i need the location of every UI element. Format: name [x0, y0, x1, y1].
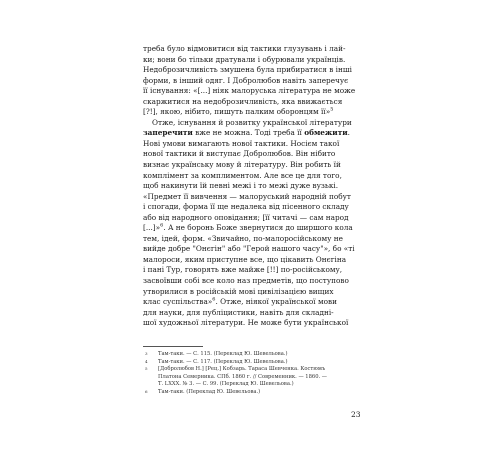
- text-line-content: нової тактики й виступає Добролюбов. Він нібито: [143, 149, 336, 159]
- footnote-number: 5: [145, 366, 148, 372]
- text-line-content: заперечити вже не можна. Тоді треба її обмежити.: [143, 128, 350, 138]
- text-line-content: треба було відмовитися від тактики глузувань і лай-: [143, 44, 346, 53]
- text-line-content: «Предмет її вивчення — малоруський народній побут: [143, 191, 351, 201]
- text-line-content: форми, в інший одяг. І Добролюбов навіть заперечує: [143, 75, 349, 85]
- text-line-content: засвоївши собі все коло наз предметів, що поступово: [143, 276, 349, 286]
- text-line: [143, 297, 369, 308]
- text-line: [143, 86, 369, 97]
- footnote-text: Там-таки. (Переклад Ю. Шевельова.): [158, 388, 261, 395]
- text-line-content: вийде добре "Онєгін" або "Герой нашого часу"», бо «ті: [143, 244, 355, 254]
- text-line-tail: . А не боронь Боже звернутися до ширшого кола: [163, 223, 353, 233]
- text-line: [143, 149, 369, 160]
- text-line-content: її існування: «[...] ніяк малоруська література не може: [143, 86, 356, 96]
- text-line-content: шої художньої літератури. Не може бути української: [143, 318, 349, 328]
- footnote-rule: [143, 346, 203, 347]
- text-line: [143, 181, 369, 192]
- footnote-item: [143, 366, 369, 389]
- text-line: [143, 160, 369, 171]
- emphasis: обмежити: [304, 128, 348, 138]
- footnotes: [143, 351, 369, 397]
- text-line-content: утворилися в російській мові цивілізацією вищих: [143, 286, 334, 296]
- text-line: [143, 255, 369, 266]
- footnote-item: [143, 351, 369, 359]
- text-line: [143, 202, 369, 213]
- text-line: [143, 44, 369, 55]
- text-line: [143, 213, 369, 224]
- text-line: [143, 65, 369, 76]
- text-line-content: або від народного оповідання; [її читачі — сам народ: [143, 212, 349, 222]
- footnote-ref[interactable]: 5: [330, 107, 334, 113]
- footnote-text: [Добролюбов Н.] [Рец.] Кобзарь. Тараса Шевченка. Костюмъ: [158, 366, 326, 373]
- text-line-content: визнає українську мову й літературу. Він робить їй: [143, 160, 341, 170]
- text-line: [143, 276, 369, 287]
- text-line: [143, 287, 369, 298]
- text-line-content: [...]»: [143, 223, 161, 233]
- footnote-number: 3: [145, 351, 148, 356]
- text-line: [143, 171, 369, 182]
- text-line-content: щоб накинути їй певні межі і то межі дуже вузькі.: [143, 181, 339, 191]
- text-line: [143, 107, 369, 118]
- footnote-number: 6: [145, 388, 148, 394]
- footnote-text: Там-таки. — С. 117. (Переклад Ю. Шевельова.): [158, 358, 288, 365]
- text-line: [143, 265, 369, 276]
- footnote-text: Т. LXXX. № 3. — С. 99. (Переклад Ю. Шевельова.): [158, 381, 294, 388]
- text-line-content: малороси, яким приступне все, що цікавить Онєгіна: [143, 254, 347, 264]
- text-line-content: і спогади, форма її ще недалека від пісенного складу: [143, 202, 349, 212]
- text-line-content: Отже, існування й розвитку української літератури: [152, 117, 352, 127]
- text-line-content: комплімент за комплиментом. Але все це для того,: [143, 170, 342, 180]
- emphasis: заперечити: [143, 128, 193, 138]
- footnote-number: 4: [145, 358, 148, 364]
- text-line-content: ки; вони бо тільки дратували і обурювали українців.: [143, 54, 346, 64]
- text-line: [143, 318, 369, 329]
- text-line: [143, 128, 369, 139]
- text-line-content: Недоброзичливість змушена була прибиратися в інші: [143, 65, 352, 75]
- text-line: [143, 118, 369, 129]
- text-line-content: тем, ідей, форм. «Звичайно, по-малоросійському не: [143, 233, 343, 243]
- text-line: [143, 244, 369, 255]
- page-number: 23: [351, 410, 361, 419]
- footnote-ref[interactable]: 6: [212, 297, 216, 303]
- text-line-content: скаржитися на недоброзичливість, яка ввижається: [143, 96, 343, 106]
- text-line-tail: . Отже, ніякої української мови: [215, 297, 337, 307]
- text-line-content: для науки, для публіцистики, навіть для складні-: [143, 307, 334, 317]
- text-line: [143, 234, 369, 245]
- text-line-content: клас суспільства»: [143, 297, 213, 307]
- text-line: [143, 139, 369, 150]
- text-line: [143, 76, 369, 87]
- footnote-item: [143, 389, 369, 397]
- text-line: [143, 223, 369, 234]
- text-line: [143, 192, 369, 203]
- text-line-content: [?!], якою, нібито, пишуть палким оборонцям її»: [143, 107, 331, 117]
- text-line: [143, 55, 369, 66]
- footnote-text: Там-таки. — С. 115. (Переклад Ю. Шевельова.): [158, 351, 288, 357]
- text-line-content: і пані Тур, говорять вже майже [!!] по-російському,: [143, 265, 343, 275]
- footnote-text: Платона Семерника. СПб. 1860 г. // Современник. — 1860. —: [158, 373, 327, 380]
- text-line: [143, 308, 369, 319]
- main-text: [143, 44, 369, 329]
- text-line: [143, 97, 369, 108]
- text-line-content: Нові умови вимагають нової тактики. Носієм такої: [143, 138, 340, 148]
- footnote-ref[interactable]: 6: [160, 223, 164, 229]
